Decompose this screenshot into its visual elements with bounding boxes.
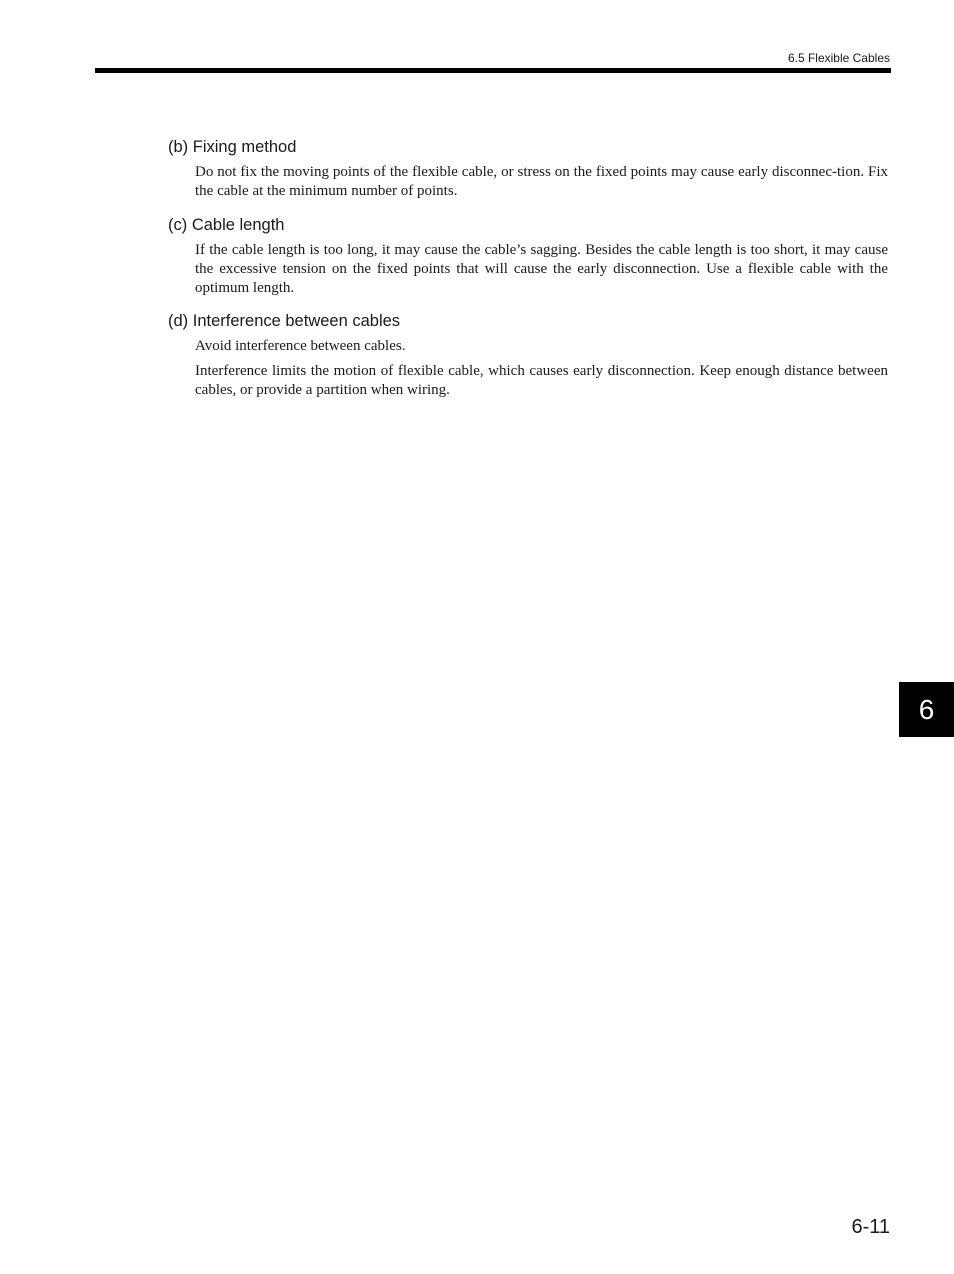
paragraph: If the cable length is too long, it may cause the cable’s sagging. Besides the cable length is too short, it may cause the excessive tension on the fixed points that will cause the early disconnection. Use a flexible cable with the optimum length. [195, 241, 888, 297]
paragraph: Avoid interference between cables. [195, 338, 406, 355]
running-header: 6.5 Flexible Cables [787, 51, 890, 65]
section-heading: (b) Fixing method [168, 138, 297, 156]
section-heading: (c) Cable length [168, 215, 285, 234]
page-content [168, 136, 888, 412]
section-cable-length [168, 214, 888, 299]
section-interference-between-cables [168, 310, 888, 400]
section-heading: (d) Interference between cables [168, 312, 401, 331]
paragraph: Do not fix the moving points of the flexible cable, or stress on the fixed points may cause early disconnec-tion. Fix the cable at the minimum number of points. [195, 164, 888, 200]
chapter-tab: 6 [899, 682, 954, 737]
page-number: 6-11 [851, 1216, 890, 1238]
header-rule [95, 68, 891, 73]
section-fixing-method [168, 136, 888, 202]
paragraph: Interference limits the motion of flexible cable, which causes early disconnection. Keep enough distance between cables, or provide a partition when wiring. [195, 362, 888, 399]
